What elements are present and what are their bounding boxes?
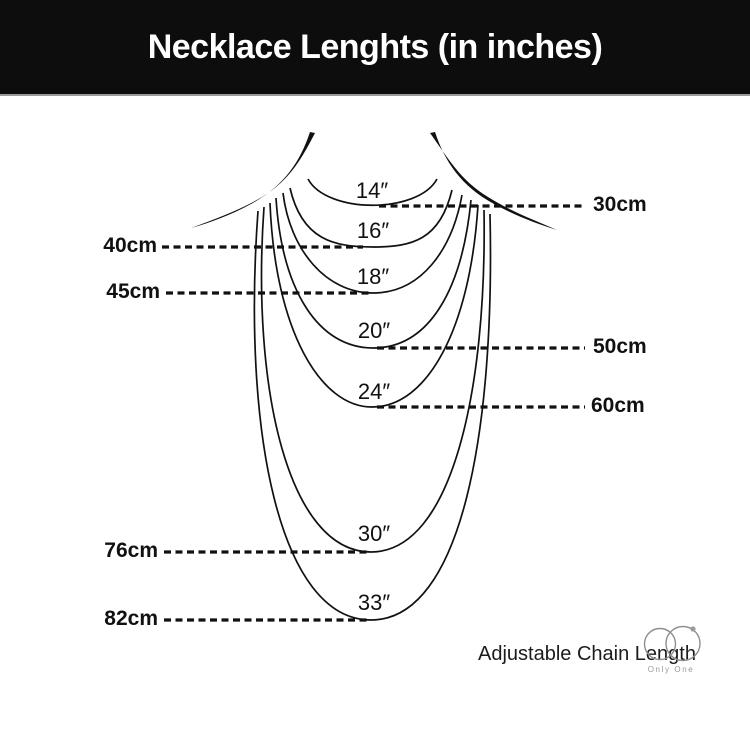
length-label-30in: 30″ xyxy=(357,521,391,546)
registered-mark-dot xyxy=(690,626,695,631)
length-label-33in: 33″ xyxy=(357,590,391,615)
neck-silhouette-left xyxy=(191,132,315,228)
length-label-14in: 14″ xyxy=(355,178,389,203)
cm-label-30cm: 30cm xyxy=(593,193,647,216)
length-label-20in: 20″ xyxy=(357,318,391,343)
cm-label-50cm: 50cm xyxy=(593,335,647,358)
cm-label-76cm: 76cm xyxy=(104,539,158,562)
length-label-16in: 16″ xyxy=(356,218,390,243)
neck-silhouette-right xyxy=(430,132,557,230)
footer-caption: Adjustable Chain Length xyxy=(478,643,696,665)
length-label-24in: 24″ xyxy=(357,379,391,404)
length-label-18in: 18″ xyxy=(356,264,390,289)
brand-logo xyxy=(638,611,713,681)
cm-label-82cm: 82cm xyxy=(104,607,158,630)
cm-label-60cm: 60cm xyxy=(591,394,645,417)
logo-circle-right xyxy=(666,627,700,661)
cm-label-40cm: 40cm xyxy=(103,234,157,257)
header-bar xyxy=(0,0,750,96)
logo-brand-text: Only One xyxy=(647,665,695,674)
cm-label-45cm: 45cm xyxy=(106,280,160,303)
page-title: Necklace Lenghts (in inches) xyxy=(147,27,603,66)
